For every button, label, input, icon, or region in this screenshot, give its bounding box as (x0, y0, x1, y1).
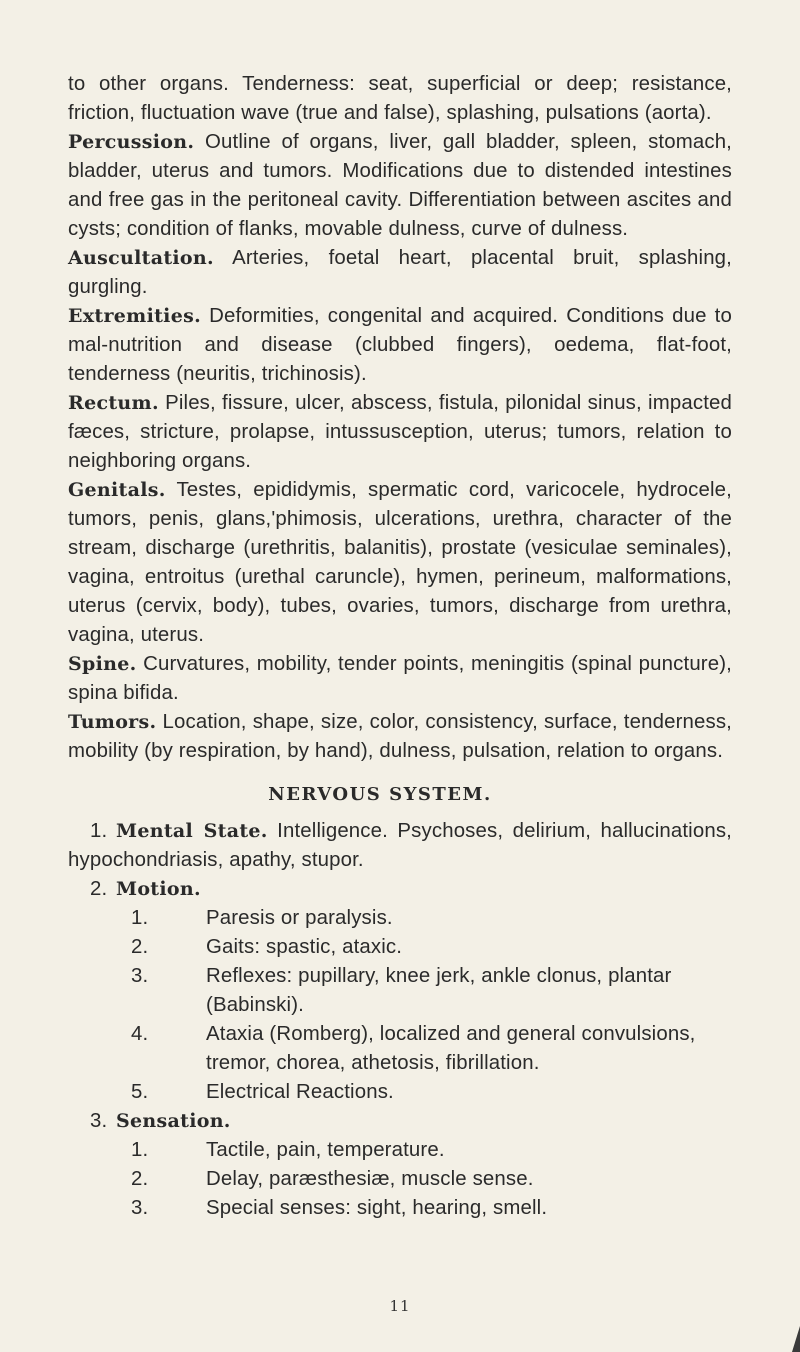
item-number: 1. (90, 820, 108, 842)
paragraph-percussion (68, 128, 732, 244)
sub-item-text: Reflexes: pupillary, knee jerk, ankle clonus, plantar (Babinski). (206, 965, 672, 1016)
sub-list-item (68, 1165, 732, 1194)
item-heading: Mental State. (116, 820, 268, 842)
item-heading: Motion. (116, 878, 201, 900)
section-title: NERVOUS SYSTEM. (268, 784, 492, 805)
paragraph-heading: Auscultation. (68, 247, 214, 269)
paragraph-auscultation (68, 244, 732, 302)
sub-item-number: 2. (131, 1168, 149, 1190)
item-number: 2. (90, 878, 108, 900)
motion-sub-list (68, 904, 732, 1107)
page-corner-mark (792, 1326, 800, 1352)
sub-item-number: 3. (131, 1197, 149, 1219)
sub-item-text: Special senses: sight, hearing, smell. (206, 1197, 548, 1219)
list-item-mental-state (68, 817, 732, 875)
sub-item-text: Tactile, pain, temperature. (206, 1139, 445, 1161)
sub-list-item (68, 1136, 732, 1165)
sub-item-text: Paresis or paralysis. (206, 907, 393, 929)
sub-item-number: 3. (131, 965, 149, 987)
sensation-sub-list (68, 1136, 732, 1223)
item-number: 3. (90, 1110, 108, 1132)
paragraph-text: Arteries, foetal heart, placental bruit, splashing, gurgling. (68, 247, 732, 298)
sub-item-number: 2. (131, 936, 149, 958)
sub-item-text: Ataxia (Romberg), localized and general convulsions, tremor, chorea, athetosis, fibrillation. (206, 1023, 696, 1074)
sub-item-number: 1. (131, 907, 149, 929)
paragraph-heading: Extremities. (68, 305, 202, 327)
paragraph-spine (68, 650, 732, 708)
sub-list-item (68, 1078, 732, 1107)
paragraph-text: Location, shape, size, color, consistency, surface, tenderness, mobility (by respiration, by hand), dulness, pulsation, relation to organs. (68, 711, 732, 762)
paragraph-genitals (68, 476, 732, 650)
paragraph-text: Deformities, congenital and acquired. Conditions due to mal-nutrition and disease (clubbed fingers), oedema, flat-foot, tenderness (neuritis, trichinosis). (68, 305, 732, 385)
paragraph-heading: Tumors. (68, 711, 157, 733)
paragraph-extremities (68, 302, 732, 389)
sub-item-text: Gaits: spastic, ataxic. (206, 936, 403, 958)
paragraph-abdomen-continued (68, 70, 732, 128)
paragraph-heading: Percussion. (68, 131, 195, 153)
paragraph-text: Testes, epididymis, spermatic cord, varicocele, hydrocele, tumors, penis, glans,'phimosis, ulcerations, urethra, character of the stream, discharge (urethritis, balanitis), prostate (vesiculae seminales), vagina, entroitus (urethal caruncle), hymen, perineum, malformations, uterus (cervix, body), tubes, ovaries, tumors, discharge from urethra, vagina, uterus. (68, 479, 732, 646)
paragraph-text: Piles, fissure, ulcer, abscess, fistula, pilonidal sinus, impacted fæces, stricture, prolapse, intussusception, uterus; tumors, relation to neighboring organs. (68, 392, 732, 472)
sub-item-number: 4. (131, 1023, 149, 1045)
paragraph-heading: Genitals. (68, 479, 166, 501)
item-heading: Sensation. (116, 1110, 231, 1132)
sub-item-number: 5. (131, 1081, 149, 1103)
paragraph-text: Outline of organs, liver, gall bladder, spleen, stomach, bladder, uterus and tumors. Modifications due to distended intestines and free gas in the peritoneal cavity. Differentiation between ascites and cysts; condition of flanks, movable dulness, curve of dulness. (68, 131, 732, 240)
sub-list-item (68, 1020, 732, 1078)
paragraph-heading: Spine. (68, 653, 137, 675)
sub-list-item (68, 1194, 732, 1223)
paragraph-rectum (68, 389, 732, 476)
sub-list-item (68, 962, 732, 1020)
list-item-motion (68, 875, 732, 904)
sub-item-number: 1. (131, 1139, 149, 1161)
page-number: 11 (389, 1297, 411, 1315)
paragraph-heading: Rectum. (68, 392, 159, 414)
sub-item-text: Electrical Reactions. (206, 1081, 394, 1103)
paragraph-text: to other organs. Tenderness: seat, superficial or deep; resistance, friction, fluctuation wave (true and false), splashing, pulsations (aorta). (68, 73, 732, 124)
sub-list-item (68, 904, 732, 933)
page-body (68, 70, 732, 1223)
paragraph-text: Curvatures, mobility, tender points, meningitis (spinal puncture), spina bifida. (68, 653, 732, 704)
paragraph-tumors (68, 708, 732, 766)
item-text: Intelligence. Psychoses, delirium, hallucinations, hypochondriasis, apathy, stupor. (68, 820, 732, 871)
sub-item-text: Delay, paræsthesiæ, muscle sense. (206, 1168, 534, 1190)
list-item-sensation (68, 1107, 732, 1136)
sub-list-item (68, 933, 732, 962)
